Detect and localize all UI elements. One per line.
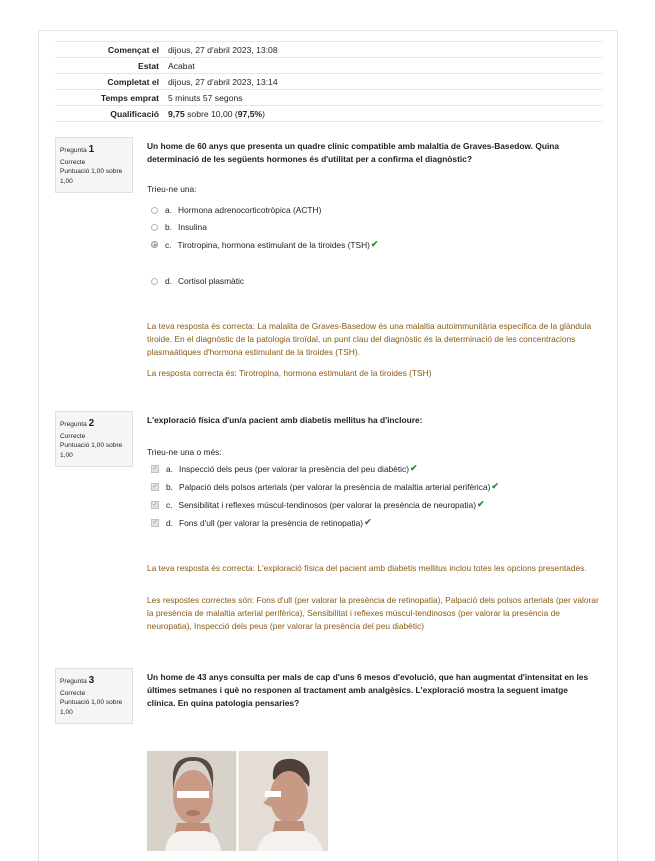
attempt-review-card [38, 30, 618, 861]
question-3-info [55, 668, 133, 724]
radio-button[interactable] [151, 278, 158, 285]
question-1-text: Un home de 60 anys que presenta un quadre clínic compatible amb malaltia de Graves-Basedow. Quina determinació de les següents hormones és d'utilitat per a confirma el diagnòstic? [147, 141, 560, 165]
question-number [60, 143, 128, 158]
question-2-prompt: Trieu-ne una o més: [147, 447, 222, 457]
option-label: Insulina [178, 222, 207, 232]
question-2-feedback: La teva resposta és correcta: L'exploració física del pacient amb diabetis mellitus inclou totes les opcions presentades. [147, 563, 587, 573]
option-letter: a. [165, 205, 172, 215]
summary-key: Temps emprat [55, 90, 164, 106]
summary-row [55, 74, 603, 90]
checkbox-checked[interactable]: ✓ [152, 483, 158, 490]
option-letter: d. [165, 276, 172, 286]
answer-option-a[interactable] [151, 205, 321, 215]
question-prefix: Pregunta [60, 147, 87, 154]
check-icon: ✔ [491, 481, 499, 491]
question-3-text: Un home de 43 anys consulta per mals de cap d'uns 6 mesos d'evolució, que han augmentat d'intensitat en les últimes setmanes i què no responen al tractament amb analgèsics. L'exploració mostra la seguent imatge clínica. En quina patologia pensaries? [147, 672, 589, 709]
summary-value: 5 minuts 57 segons [164, 90, 603, 106]
question-mark: Puntuació 1,00 sobre 1,00 [60, 442, 123, 459]
answer-option-d[interactable] [151, 517, 372, 528]
radio-button[interactable] [151, 207, 158, 214]
checkbox-checked[interactable]: ✓ [152, 465, 158, 472]
question-state: Correcte [60, 432, 86, 440]
question-mark: Puntuació 1,00 sobre 1,00 [60, 699, 123, 716]
radio-button-selected[interactable] [151, 241, 158, 248]
option-letter: b. [166, 481, 173, 492]
option-label: Sensibilitat i reflexes múscul-tendinosos (per valorar la presència de neuropatia) [178, 499, 476, 510]
checkbox-checked[interactable]: ✓ [152, 501, 158, 508]
answer-option-c[interactable] [151, 499, 485, 510]
summary-key: Estat [55, 58, 164, 74]
check-icon: ✔ [476, 499, 485, 509]
option-label: Cortisol plasmàtic [178, 276, 245, 286]
option-letter: c. [166, 499, 173, 510]
option-letter: a. [166, 463, 173, 474]
radio-button[interactable] [151, 224, 158, 231]
question-1-info [55, 137, 133, 193]
option-label: Hormona adrenocorticotròpica (ACTH) [178, 205, 322, 215]
option-letter: c. [165, 239, 172, 250]
answer-option-d[interactable] [151, 276, 244, 286]
question-number [60, 417, 128, 432]
question-state: Correcte [60, 158, 86, 166]
summary-row [55, 90, 603, 106]
grade-close: ) [262, 108, 266, 119]
grade-percent: 97,5% [237, 108, 263, 119]
attempt-summary-table [55, 41, 603, 122]
question-mark: Puntuació 1,00 sobre 1,00 [60, 168, 123, 185]
question-2-info [55, 411, 133, 467]
check-icon: ✔ [409, 463, 418, 473]
option-label: Tirotropina, hormona estimulant de la tiroides (TSH) [177, 239, 370, 250]
summary-key: Qualificació [55, 106, 164, 122]
question-number-value: 3 [88, 675, 95, 686]
summary-row-grade [55, 106, 603, 122]
summary-key: Començat el [55, 42, 164, 58]
checkbox-checked[interactable]: ✓ [152, 519, 158, 526]
option-label: Inspecció dels peus (per valorar la presència del peu diabètic) [179, 463, 409, 474]
answer-option-b[interactable] [151, 222, 207, 232]
question-1-right-answer: La resposta correcta és: Tirotropina, hormona estimulant de la tiroides (TSH) [147, 368, 432, 378]
summary-key: Completat el [55, 74, 164, 90]
summary-value: dijous, 27 d'abril 2023, 13:14 [164, 74, 603, 90]
question-number-value: 2 [88, 418, 95, 429]
summary-row [55, 58, 603, 74]
answer-option-c[interactable] [151, 239, 378, 250]
question-2-right-answer: Les respostes correctes són: Fons d'ull (per valorar la presència de retinopatia), Palpació dels polsos arterials (per valorar la presència de malaltia arterial perifèrica), Sensibilitat i reflexes múscul-tendinosos (per valorar la presència de neuropatia), Inspecció dels peus (per valorar la presència del peu diabètic) [147, 595, 599, 632]
answer-option-a[interactable] [151, 463, 418, 474]
option-letter: b. [165, 222, 172, 232]
option-label: Fons d'ull (per valorar la presència de retinopatia) [179, 517, 364, 528]
question-2-text: L'exploració física d'un/a pacient amb diabetis mellitus ha d'incloure: [147, 415, 423, 425]
summary-row [55, 42, 603, 58]
question-number [60, 674, 128, 689]
question-prefix: Pregunta [60, 421, 87, 428]
option-label: Palpació dels polsos arterials (per valorar la presència de malaltia arterial perifèrica) [179, 481, 491, 492]
summary-value: Acabat [164, 58, 603, 74]
summary-value: dijous, 27 d'abril 2023, 13:08 [164, 42, 603, 58]
question-number-value: 1 [88, 144, 95, 155]
grade-score: 9,75 [168, 108, 185, 119]
answer-option-b[interactable] [151, 481, 499, 492]
question-1-feedback: La teva resposta és correcta: La malalita de Graves-Basedow és una malaltia autoimmunitària específica de la glàndula tiroide. En el diagnòstic de la patologia tiroïdal, un punt clau del diagnòstic és la determinació de les concentracions plasmaàtiques d'hormona estimulant de la tiroides (TSH). [147, 321, 592, 358]
question-1-prompt: Trieu-ne una: [147, 184, 197, 194]
option-letter: d. [166, 517, 173, 528]
grade-value [164, 106, 603, 122]
check-icon: ✔ [364, 517, 372, 527]
clinical-photo [147, 751, 328, 851]
check-icon: ✔ [370, 239, 379, 249]
question-state: Correcte [60, 689, 86, 697]
question-prefix: Pregunta [60, 678, 87, 685]
grade-text: sobre 10,00 ( [184, 108, 238, 119]
